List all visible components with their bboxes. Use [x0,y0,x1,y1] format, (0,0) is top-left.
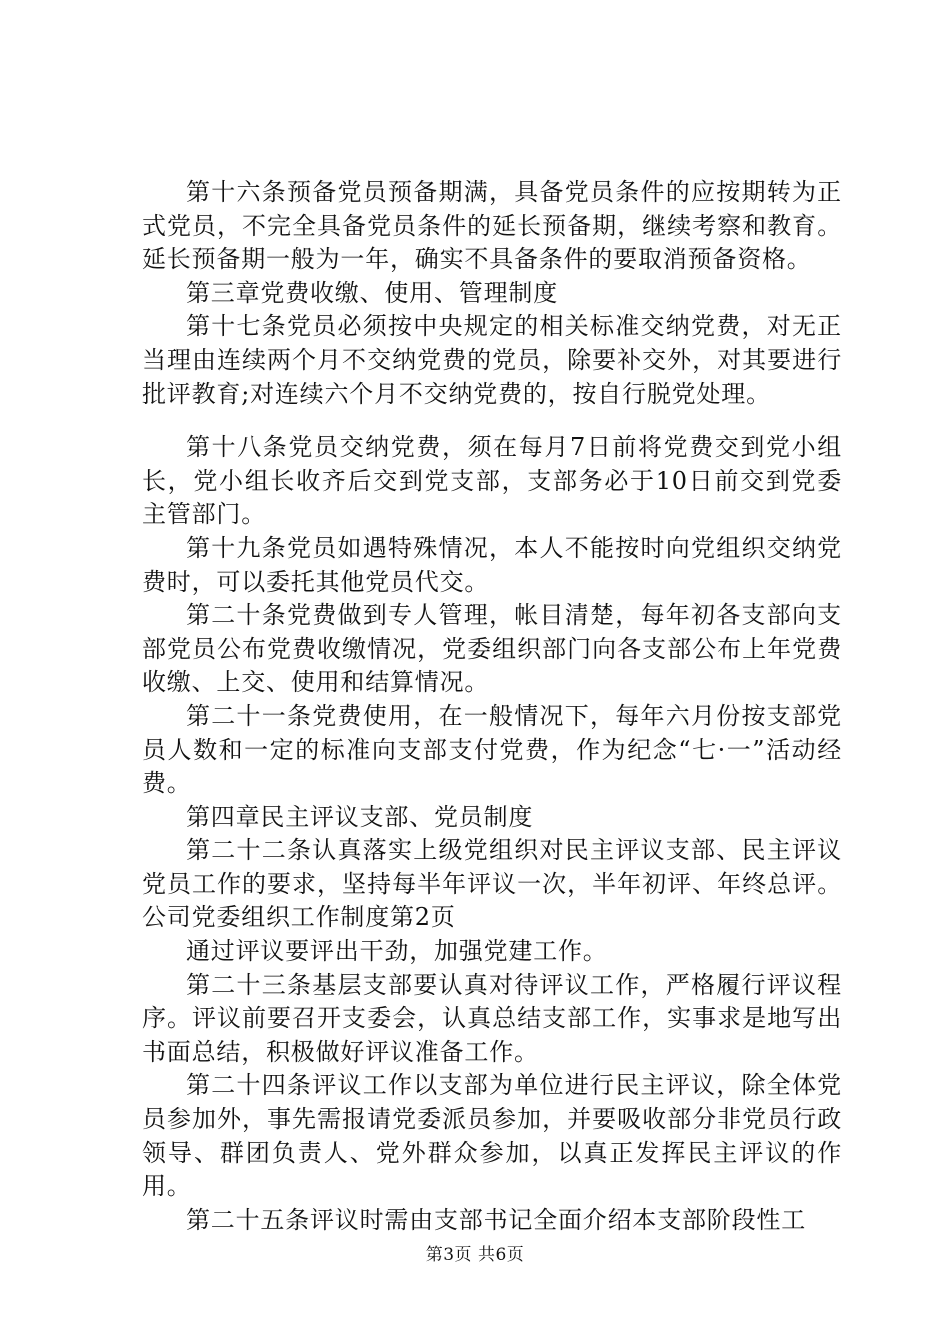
paragraph-continuation: 通过评议要评出干劲，加强党建工作。 [186,937,608,966]
chapter-heading-3: 第三章党费收缴、使用、管理制度 [186,278,558,307]
paragraph-article-20: 第二十条党费做到专人管理，帐目清楚，每年初各支部向支部党员公布党费收缴情况，党委组织部门向各支部公布上年党费收缴、上交、使用和结算情况。 [142,601,842,697]
chapter-heading-4: 第四章民主评议支部、党员制度 [186,802,534,831]
paragraph-article-19: 第十九条党员如遇特殊情况，本人不能按时向党组织交纳党费时，可以委托其他党员代交。 [142,533,842,596]
paragraph-article-17: 第十七条党员必须按中央规定的相关标准交纳党费，对无正当理由连续两个月不交纳党费的党员，除要补交外，对其要进行批评教育;对连续六个月不交纳党费的，按自行脱党处理。 [142,312,842,408]
paragraph-article-24: 第二十四条评议工作以支部为单位进行民主评议，除全体党员参加外，事先需报请党委派员参加，并要吸收部分非党员行政领导、群团负责人、党外群众参加，以真正发挥民主评议的作用。 [142,1071,842,1201]
paragraph-article-16: 第十六条预备党员预备期满，具备党员条件的应按期转为正式党员，不完全具备党员条件的延长预备期，继续考察和教育。延长预备期一般为一年，确实不具备条件的要取消预备资格。 [142,178,842,274]
paragraph-article-21: 第二十一条党费使用，在一般情况下，每年六月份按支部党员人数和一定的标准向支部支付党费，作为纪念“七·一”活动经费。 [142,701,842,798]
paragraph-article-18: 第十八条党员交纳党费，须在每月7日前将党费交到党小组长，党小组长收齐后交到党支部，支部务必于10日前交到党委主管部门。 [142,433,842,529]
paragraph-article-23: 第二十三条基层支部要认真对待评议工作，严格履行评议程序。评议前要召开支委会，认真总结支部工作，实事求是地写出书面总结，积极做好评议准备工作。 [142,970,842,1066]
paragraph-article-25: 第二十五条评议时需由支部书记全面介绍本支部阶段性工 [186,1205,806,1234]
paragraph-article-22: 第二十二条认真落实上级党组织对民主评议支部、民主评议党员工作的要求，坚持每半年评议一次，半年初评、年终总评。公司党委组织工作制度第2页 [142,836,842,932]
page-number-footer: 第3页 共6页 [425,1245,525,1265]
document-body [142,176,842,1237]
